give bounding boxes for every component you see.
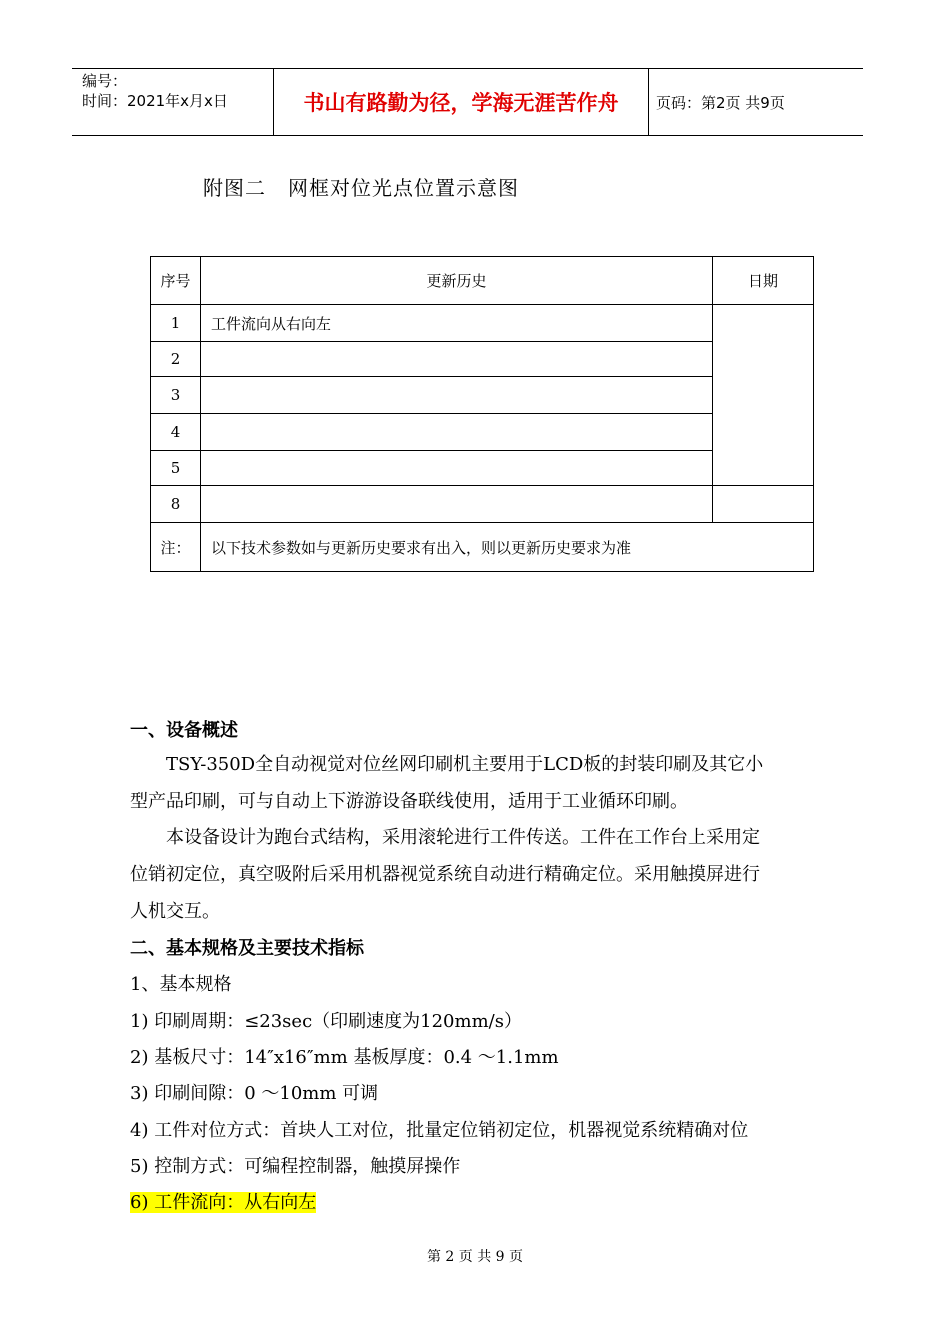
table-row bbox=[151, 486, 814, 523]
spec-item: 5) 控制方式：可编程控制器，触摸屏操作 bbox=[130, 1156, 461, 1177]
spec-item: 1) 印刷周期：≤23sec（印刷速度为120mm/s） bbox=[130, 1011, 522, 1032]
section-title-overview: 一、设备概述 bbox=[130, 720, 238, 741]
header-divider-right bbox=[648, 68, 649, 136]
note-text: 以下技术参数如与更新历史要求有出入，则以更新历史要求为准 bbox=[200, 523, 813, 572]
row-history bbox=[200, 377, 712, 414]
row-no: 1 bbox=[151, 305, 201, 342]
paragraph-2-line-3: 人机交互。 bbox=[130, 901, 220, 922]
row-history bbox=[200, 451, 712, 486]
section-title-specs: 二、基本规格及主要技术指标 bbox=[130, 938, 364, 959]
figure-title bbox=[203, 172, 519, 201]
spec-item-highlighted bbox=[130, 1190, 316, 1216]
figure-title-text: 网框对位光点位置示意图 bbox=[288, 176, 519, 200]
subsection-basic-specs: 1、基本规格 bbox=[130, 974, 232, 995]
paragraph-2-line-2: 位销初定位，真空吸附后采用机器视觉系统自动进行精确定位。采用触摸屏进行 bbox=[130, 864, 760, 885]
paragraph-1-line-1: TSY-350D全自动视觉对位丝网印刷机主要用于LCD板的封装印刷及其它小 bbox=[166, 754, 764, 775]
update-history-table bbox=[150, 256, 814, 572]
figure-title-number: 附图二 bbox=[203, 176, 266, 200]
paragraph-1-line-2: 型产品印刷，可与自动上下游游设备联线使用，适用于工业循环印刷。 bbox=[130, 791, 688, 812]
row-no: 8 bbox=[151, 486, 201, 523]
spec-item: 2) 基板尺寸：14″x16″mm 基板厚度：0.4 ～1.1mm bbox=[130, 1047, 559, 1068]
header-page-number: 页码：第2页 共9页 bbox=[656, 94, 785, 112]
row-no: 2 bbox=[151, 342, 201, 377]
note-label: 注： bbox=[151, 523, 201, 572]
row-date bbox=[713, 486, 814, 523]
row-no: 3 bbox=[151, 377, 201, 414]
col-header-no: 序号 bbox=[151, 257, 201, 305]
row-date-merged bbox=[713, 305, 814, 486]
row-history bbox=[200, 486, 712, 523]
table-header-row bbox=[151, 257, 814, 305]
col-header-date: 日期 bbox=[713, 257, 814, 305]
col-header-history: 更新历史 bbox=[200, 257, 712, 305]
row-no: 5 bbox=[151, 451, 201, 486]
highlight-mark: 6) 工件流向：从右向左 bbox=[130, 1192, 317, 1213]
doc-time-label: 时间：2021年x月x日 bbox=[82, 92, 228, 110]
paragraph-2-line-1: 本设备设计为跑台式结构，采用滚轮进行工件传送。工件在工作台上采用定 bbox=[166, 827, 760, 848]
header-top-rule bbox=[72, 68, 863, 69]
doc-code-label: 编号： bbox=[82, 72, 128, 90]
header-bottom-rule bbox=[72, 135, 863, 136]
page-footer: 第 2 页 共 9 页 bbox=[426, 1249, 524, 1265]
row-no: 4 bbox=[151, 414, 201, 451]
row-history bbox=[200, 414, 712, 451]
spec-item: 3) 印刷间隙：0 ～10mm 可调 bbox=[130, 1083, 379, 1104]
row-history: 工件流向从右向左 bbox=[200, 305, 712, 342]
header-meta bbox=[82, 71, 228, 111]
table-note-row bbox=[151, 523, 814, 572]
table-row bbox=[151, 305, 814, 342]
row-history bbox=[200, 342, 712, 377]
header-motto: 书山有路勤为径，学海无涯苦作舟 bbox=[303, 91, 619, 115]
spec-item: 4) 工件对位方式：首块人工对位，批量定位销初定位，机器视觉系统精确对位 bbox=[130, 1120, 749, 1141]
